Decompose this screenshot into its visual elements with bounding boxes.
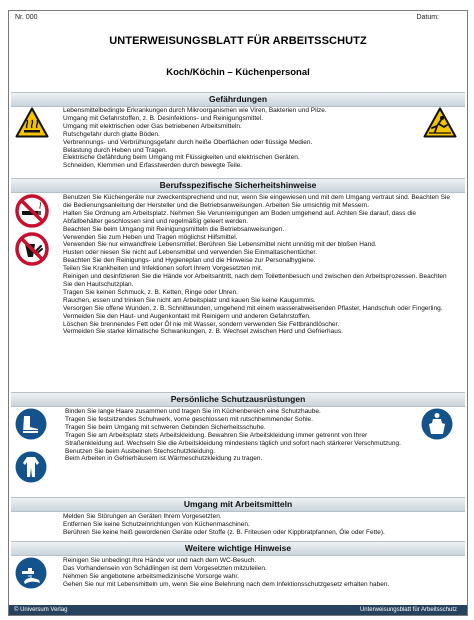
ppe-text: Binden Sie lange Haare zusammen und tragen Sie im Küchenbereich eine Schutzhaube. Tragen Sie festsitzendes Schuhwerk, vorne geschlossen mit rutschhemmender Sohle. Tragen Sie beim Umgang mit schweren Gebinden Sicherheitsschuhe. Tragen Sie am Arbeitsplatz stets Arbeitskleidung. Bewahren Sie Arbeitskleidung immer getrennt von Ihrer Straßenkleidung auf. Wechseln Sie die Arbeitskleidung mindestens täglich und sofort nach stärkerer Verschmutzung. Benutzen Sie beim Ausbeinen Stechschutzkleidung. Beim Arbeiten in Gefrierhäusern ist Wärmeschutzkleidung zu tragen. xyxy=(65,408,401,463)
page-subtitle: Koch/Köchin – Küchenpersonal xyxy=(166,67,310,78)
slippery-floor-warning-icon xyxy=(423,107,457,138)
no-smoking-icon xyxy=(15,194,49,228)
hazards-text: Lebensmittelbedingte Erkrankungen durch Mikroorganismen wie Viren, Bakterien und Pilze. Umgang mit Gefahrstoffen, z. B. Desinfektions- und Reinigungsmittel. Umgang mit elektrischen oder Gas betriebenen Arbeitsmitteln. Rutschgefahr durch glatte Böden. Verbrennungs- und Verbrühungsgefahr durch heiße Oberflächen oder flüssige Medien. Belastung durch Heben und Tragen. Elektrische Gefährdung beim Umgang mit Flüssigkeiten und elektrischen Geräten. Schneiden, Klemmen und Erfasstwerden durch bewegte Teile. xyxy=(63,107,327,170)
apron-icon xyxy=(421,408,453,440)
date-label: Datum: xyxy=(416,14,439,21)
sheet-number: Nr. 000 xyxy=(15,14,38,21)
page-title: UNTERWEISUNGSBLATT FÜR ARBEITSSCHUTZ xyxy=(109,35,367,47)
section-heading-hazards: Gefährdungen xyxy=(11,92,465,107)
section-heading-equipment: Umgang mit Arbeitsmitteln xyxy=(11,497,465,512)
section-heading-further: Weitere wichtige Hinweise xyxy=(11,541,465,556)
job-safety-text: Benutzen Sie Küchengeräte nur zweckentsprechend und nur, wenn Sie eingewiesen und mit dem Umgang vertraut sind. Beachten Sie die Bedienungsanleitung der Hersteller und die Betriebsanweisungen. Arbeiten Sie umsichtig mit Messern. Halten Sie Ordnung am Arbeitsplatz. Nehmen Sie Verunreinigungen am Boden umgehend auf. Achten Sie darauf, dass die Abfallbehälter geschlossen sind und regelmäßig geleert werden. Beachten Sie beim Umgang mit Reinigungsmitteln die Betriebsanweisungen. Verwenden Sie zum Heben und Tragen möglichst Hilfsmittel. Verwenden Sie nur einwandfreie Lebensmittel. Berühren Sie Lebensmittel nicht unnötig mit der bloßen Hand. Husten oder niesen Sie nicht auf Lebensmittel und verwenden Sie Einmaltaschentücher. Beachten Sie den Reinigungs- und Hygieneplan und die Hinweise zur Personalhygiene. Teilen Sie Krankheiten und Infektionen sofort Ihrem Vorgesetzten mit. Reinigen und desinfizieren Sie die Hände vor Arbeitsantritt, nach dem Toilettenbesuch und zwischen den Arbeitsprozessen. Beachten Sie den Hautschutzplan. Tragen Sie keinen Schmuck, z. B. Ketten, Ringe oder Uhren. Rauchen, essen und trinken Sie nicht am Arbeitsplatz und kauen Sie keine Kaugummis. Versorgen Sie offene Wunden, z. B. Schnittwunden, umgehend mit einem wasserabweisenden Pflaster, Handschuh oder Fingerling. Vermeiden Sie den Haut- und Augenkontakt mit Reinigern und anderen Gefahrstoffen. Löschen Sie brennendes Fett oder Öl nie mit Wasser, sondern verwenden Sie Fettbrandlöscher. Vermeiden Sie starke klimatische Schwankungen, z. B. Wechsel zwischen Herd und Gefrierhaus. xyxy=(63,194,450,336)
section-heading-ppe: Persönliche Schutzausrüstungen xyxy=(11,392,465,407)
protective-clothing-icon xyxy=(15,451,47,483)
footer-bar xyxy=(9,605,467,615)
further-text: Reinigen Sie unbedingt Ihre Hände vor und nach dem WC-Besuch. Das Vorhandensein von Schädlingen ist dem Vorgesetzten mitzuteilen. Nehmen Sie angebotene arbeitsmedizinische Vorsorge wahr. Gehen Sie nur mit Lebensmitteln um, wenn Sie eine Belehrung nach dem Infektionsschutzgesetz erhalten haben. xyxy=(63,557,390,588)
no-eating-drinking-icon xyxy=(15,232,49,266)
hand-washing-icon xyxy=(15,557,47,589)
section-heading-job-safety: Berufsspezifische Sicherheitshinweise xyxy=(11,178,465,193)
safety-boots-icon xyxy=(15,408,47,440)
instruction-sheet xyxy=(8,10,468,616)
footer-doc-title: Unterweisungsblatt für Arbeitsschutz xyxy=(359,607,457,613)
equipment-text: Melden Sie Störungen an Geräten Ihrem Vorgesetzten. Entfernen Sie keine Schutzeinrichtungen von Küchenmaschinen. Berühren Sie keine heiß gewordenen Geräte oder Stoffe (z. B. Friteusen oder Kippbratpfannen, Öle oder Fette). xyxy=(63,513,385,536)
footer-publisher: © Universum Verlag xyxy=(14,607,68,613)
hot-surface-warning-icon xyxy=(15,107,49,138)
